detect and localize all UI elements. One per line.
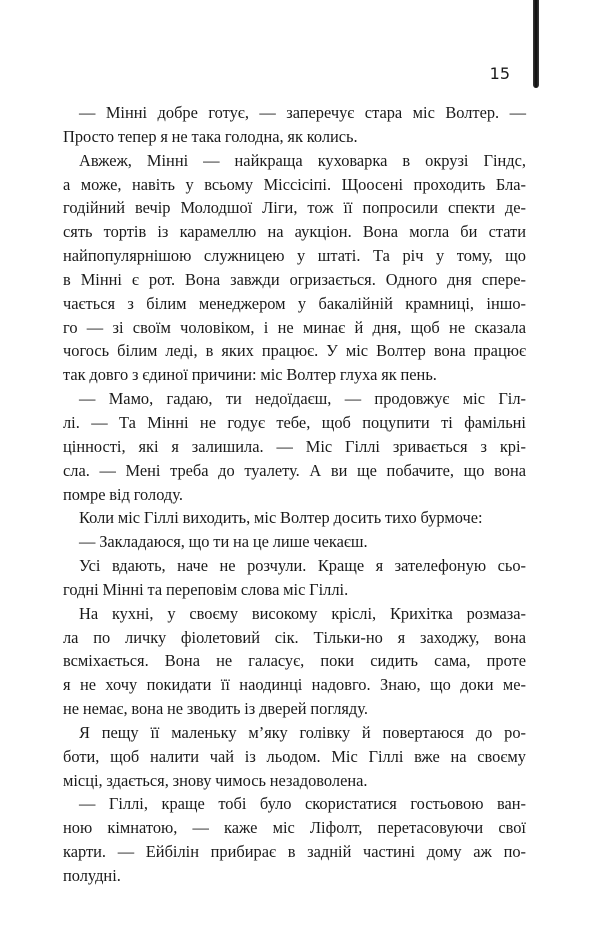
text-line: карти. — Ейбілін прибирає в задній частині дому аж по- [63,842,526,862]
text-line: чогось білим леді, в яких працює. У міс Волтер вона працює [63,341,526,361]
text-line: годні Мінні та переповім слова міс Гіллі. [63,579,349,599]
text-line: всміхається. Вона не галасує, поки сидить сама, проте [63,651,526,671]
text-line: Я пещу її маленьку м’яку голівку й повертаюся до ро- [79,722,526,742]
text-line: місці, здається, знову чимось незадоволена. [63,770,368,790]
text-line: Усі вдають, наче не розчули. Краще я зателефоную сьо- [79,556,526,576]
text-line: цінності, які я залишила. — Міс Гіллі зривається з крі- [63,436,526,456]
text-line: — Закладаюся, що ти на це лише чекаєш. [79,532,368,552]
paragraph [63,554,526,602]
paragraph [63,149,526,387]
text-line: Авжеж, Мінні — найкраща куховарка в окрузі Гіндс, [79,150,526,170]
text-line: боти, щоб налити чай із льодом. Міс Гіллі вже на своєму [63,746,526,766]
paragraph [63,387,526,506]
text-line: На кухні, у своєму високому кріслі, Крихітка розмаза- [79,603,526,623]
page-edge-mark [533,0,539,88]
text-line: сять тортів із карамеллю на аукціон. Вона могла би стати [63,222,526,242]
text-line: Коли міс Гіллі виходить, міс Волтер досить тихо бурмоче: [79,508,483,528]
paragraph [63,506,526,530]
text-line: я не хочу покидати її наодинці надовго. Знаю, що доки ме- [63,675,526,695]
paragraph [63,792,526,887]
text-line: в Мінні є рот. Вона завжди огризається. Одного дня спере- [63,269,526,289]
text-line: сла. — Мені треба до туалету. А ви ще побачите, що вона [63,460,526,480]
text-line: годійний вечір Молодшої Ліги, тож її попросили спекти де- [63,198,526,218]
page-number: 15 [489,64,510,83]
text-line: го — зі своїм чоловіком, і не минає й дня, щоб не сказала [63,317,526,337]
paragraph [63,101,526,149]
paragraph [63,530,526,554]
text-line: не немає, вона не зводить із дверей погляду. [63,699,368,719]
text-line: — Мамо, гадаю, ти недоїдаєш, — продовжує міс Гіл- [79,389,526,409]
text-line: так довго з єдиної причини: міс Волтер глуха як пень. [63,365,437,385]
text-line: Просто тепер я не така голодна, як колись. [63,126,358,146]
text-line: а може, навіть у всьому Міссісіпі. Щоосені проходить Бла- [63,174,526,194]
text-line: чається з білим менеджером у бакалійній крамниці, іншо- [63,293,526,313]
text-line: ла по личку фіолетовий сік. Тільки-но я заходжу, вона [63,627,526,647]
text-line: ною кімнатою, — каже міс Ліфолт, перетасовуючи свої [63,818,526,838]
text-line: найпопулярнішою служницею у штаті. Та річ у тому, що [63,246,526,266]
paragraph [63,602,526,721]
text-line: — Мінні добре готує, — заперечує стара міс Волтер. — [79,103,526,122]
text-line: полудні. [63,866,121,885]
text-line: помре від голоду. [63,484,183,504]
text-line: — Гіллі, краще тобі було скористатися гостьовою ван- [79,794,526,814]
body-text [63,101,526,888]
text-line: лі. — Та Мінні не годує тебе, щоб поцупити ті фамільні [63,412,526,432]
paragraph [63,721,526,793]
